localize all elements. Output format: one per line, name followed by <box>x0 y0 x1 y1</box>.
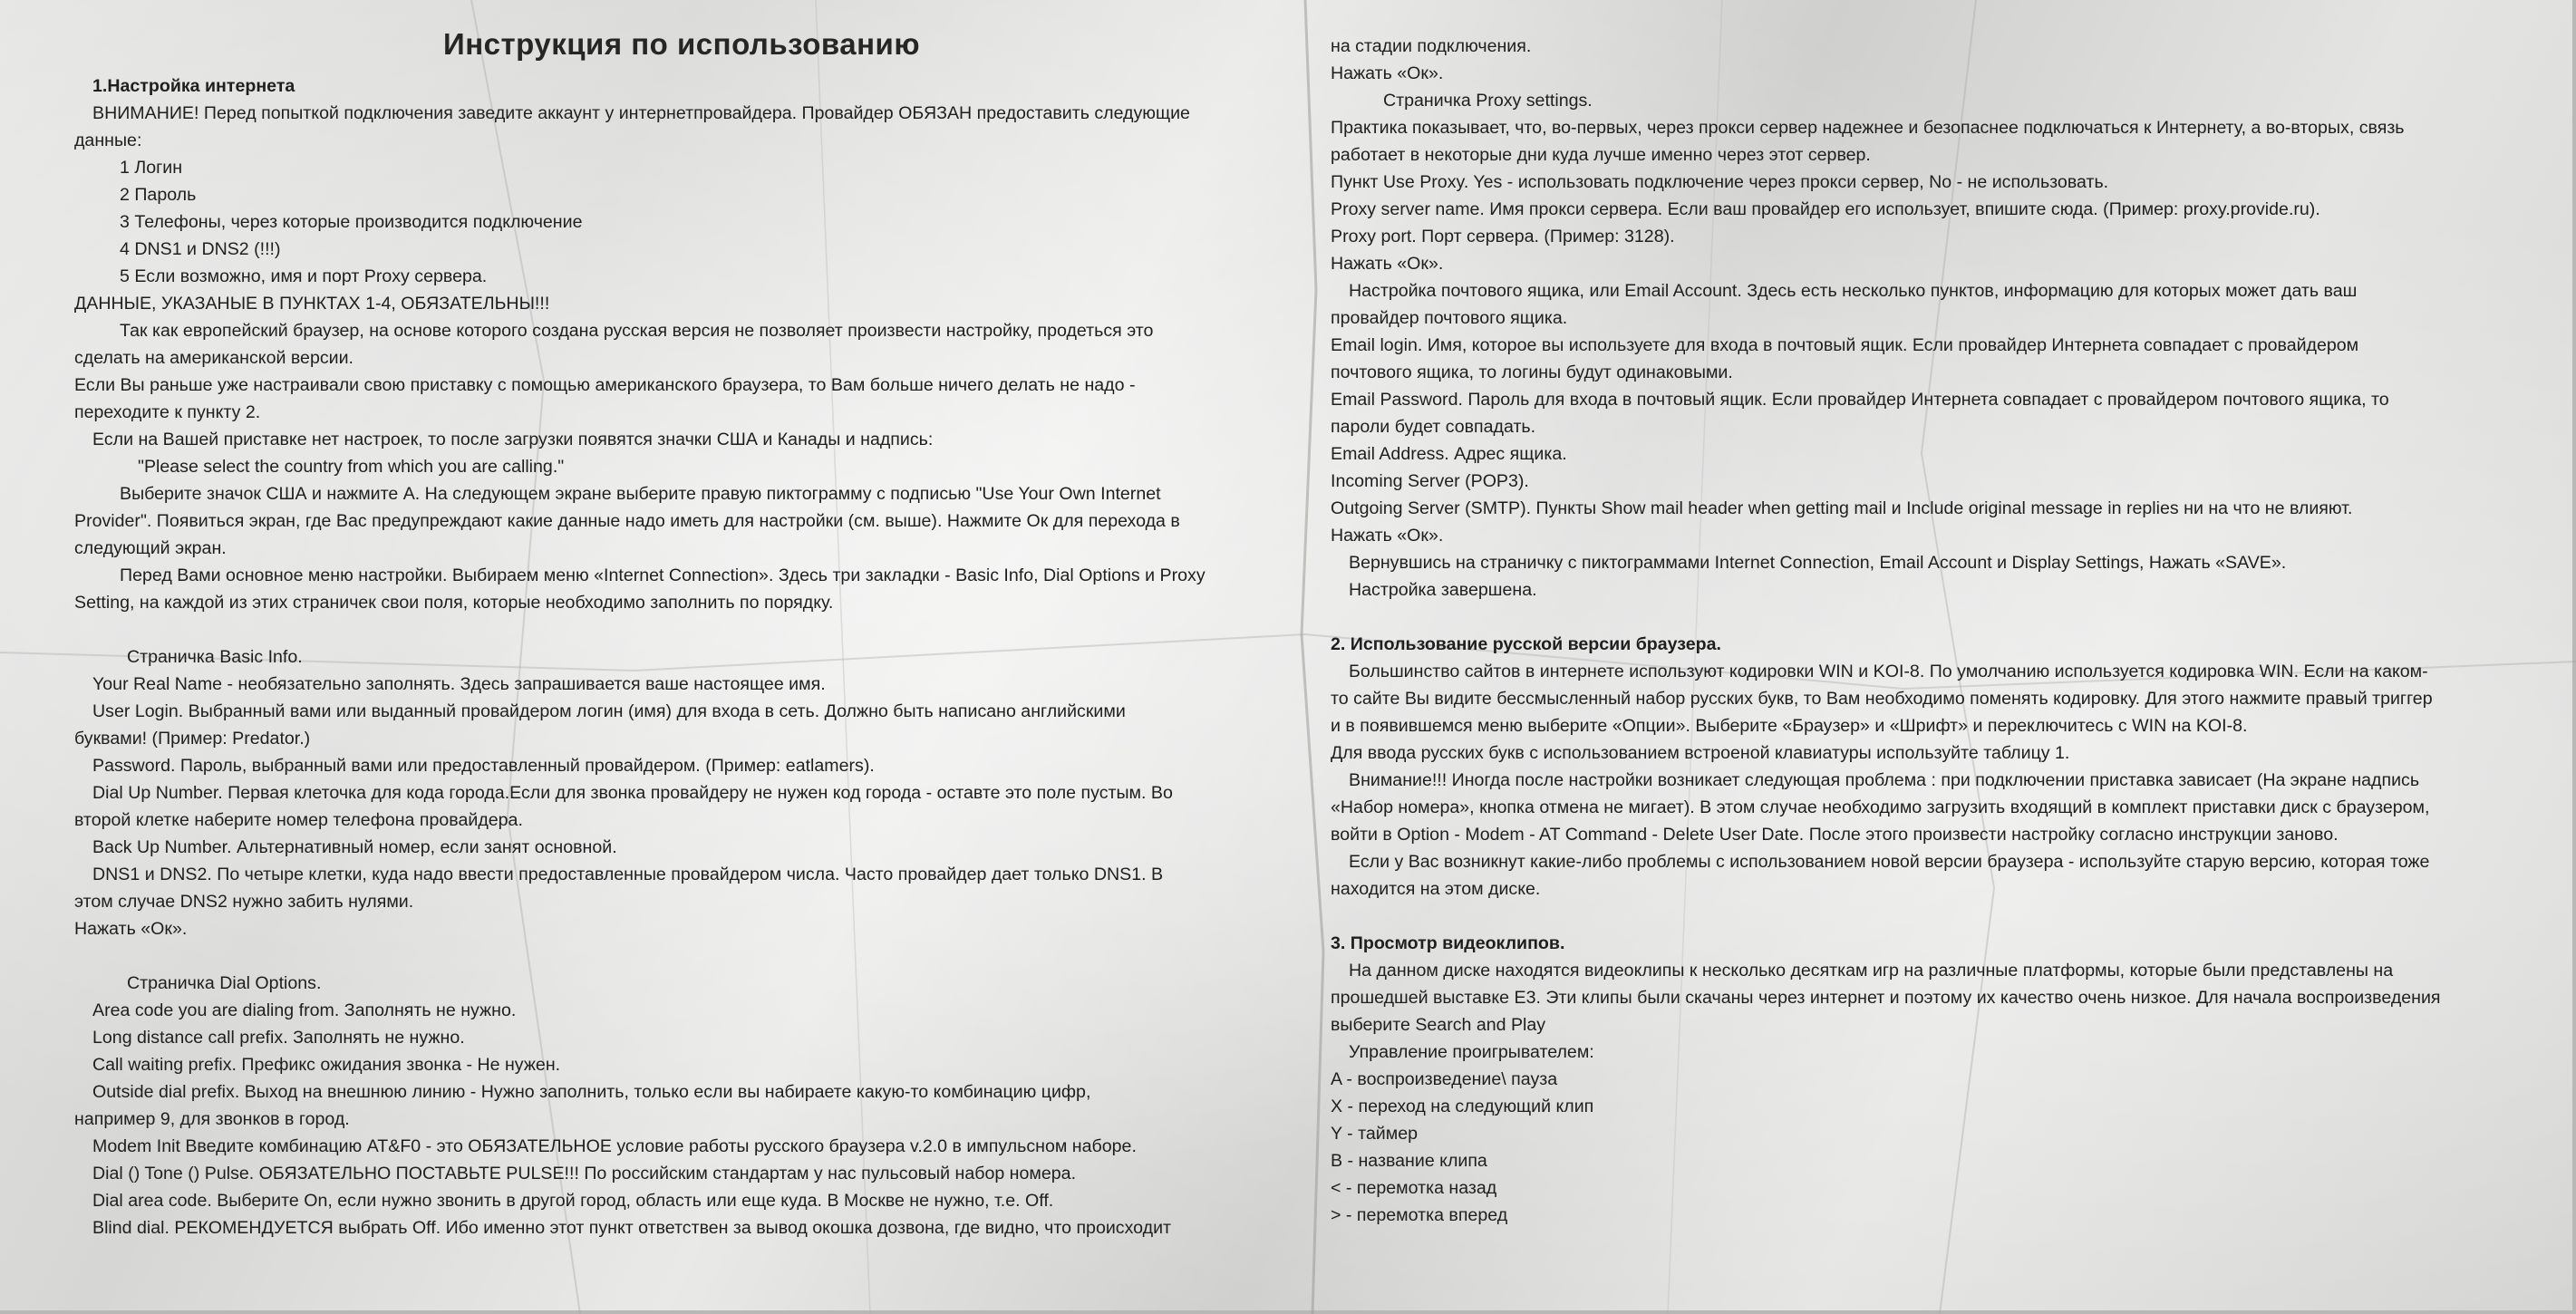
text-line: Управление проигрывателем: <box>1349 1042 1594 1062</box>
text-line: Страничка Basic Info. <box>127 647 303 667</box>
text-line: почтового ящика, то логины будут одинаковыми. <box>1331 362 1733 382</box>
text-line: выберите Search and Play <box>1331 1015 1546 1035</box>
text-line: пароли будет совпадать. <box>1331 417 1536 437</box>
text-line: буквами! (Пример: Predator.) <box>74 729 311 749</box>
text-line: Outgoing Server (SMTP). Пункты Show mail header when getting mail и Include original message in replies ни на что не влияют. <box>1331 498 2353 518</box>
text-line: Перед Вами основное меню настройки. Выбираем меню «Internet Connection». Здесь три закладки - Basic Info, Dial Options и Proxy <box>120 565 1206 585</box>
document-title: Инструкция по использованию <box>442 27 920 61</box>
text-line: 3 Телефоны, через которые производится подключение <box>120 212 583 232</box>
text-line: Long distance call prefix. Заполнять не нужно. <box>92 1028 465 1048</box>
text-line: ВНИМАНИЕ! Перед попыткой подключения заведите аккаунт у интернетпровайдера. Провайдер ОБЯЗАН предоставить следующие <box>92 103 1190 123</box>
text-line: A - воспроизведение\ пауза <box>1331 1069 1558 1089</box>
text-line: второй клетке наберите номер телефона провайдера. <box>74 810 523 830</box>
text-line: Password. Пароль, выбранный вами или предоставленный провайдером. (Пример: eatlamers). <box>92 756 875 776</box>
left-column <box>74 27 1289 1242</box>
text-line: Пункт Use Proxy. Yes - использовать подключение через прокси сервер, No - не использовать. <box>1331 172 2109 192</box>
text-line: Email Password. Пароль для входа в почтовый ящик. Если провайдер Интернета совпадает с провайдером почтового ящика, то <box>1331 390 2389 410</box>
text-line: прошедшей выставке E3. Эти клипы были скачаны через интернет и поэтому их качество очень низкое. Для начала воспроизведения <box>1331 988 2441 1008</box>
text-line: Нажать «Ок». <box>1331 526 1444 546</box>
text-line: Proxy server name. Имя прокси сервера. Если ваш провайдер его использует, впишите сюда. (Пример: proxy.provide.ru). <box>1331 199 2320 219</box>
text-line: и в появившемся меню выберите «Опции». Выберите «Браузер» и «Шрифт» и переключитесь с WIN на KOI-8. <box>1331 716 2248 736</box>
text-line: Provider". Появиться экран, где Вас предупреждают какие данные надо иметь для настройки (см. выше). Нажмите Ок для перехода в <box>74 511 1180 531</box>
text-line: Dial () Tone () Pulse. ОБЯЗАТЕЛЬНО ПОСТАВЬТЕ PULSE!!! По российским стандартам у нас пульсовый набор номера. <box>92 1164 1077 1184</box>
text-line: На данном диске находятся видеоклипы к несколько десяткам игр на различные платформы, которые были представлены на <box>1349 961 2394 981</box>
text-line: Back Up Number. Альтернативный номер, если занят основной. <box>92 837 617 857</box>
text-line: 4 DNS1 и DNS2 (!!!) <box>120 239 281 259</box>
text-line: > - перемотка вперед <box>1331 1205 1508 1225</box>
paragraph-gap <box>1331 903 2550 930</box>
text-line: B - название клипа <box>1331 1151 1487 1171</box>
text-line: Dial Up Number. Первая клеточка для кода города.Если для звонка провайдеру не нужен код города - оставте это поле пустым. Во <box>92 783 1173 803</box>
text-line: Для ввода русских букв с использованием встроеной клавиатуры используйте таблицу 1. <box>1331 743 2070 763</box>
text-line: Email login. Имя, которое вы используете для входа в почтовый ящик. Если провайдер Интернета совпадает с провайдером <box>1331 335 2359 355</box>
paragraph-gap <box>1331 604 2550 631</box>
text-line: Настройка завершена. <box>1349 580 1537 600</box>
text-line: Blind dial. РЕКОМЕНДУЕТСЯ выбрать Off. Ибо именно этот пункт ответствен за вывод окошка дозвона, где видно, что происходит <box>92 1218 1171 1238</box>
text-line: Большинство сайтов в интернете используют кодировки WIN и KOI-8. По умолчанию используется кодировка WIN. Если на каком- <box>1349 662 2428 681</box>
text-line: Y - таймер <box>1331 1124 1418 1144</box>
text-line: Email Address. Адрес ящика. <box>1331 444 1567 464</box>
paragraph-gap <box>74 942 1289 970</box>
text-line: Dial area code. Выберите On, если нужно звонить в другой город, область или еще куда. В Москве не нужно, т.е. Off. <box>92 1191 1054 1211</box>
text-line: Если у Вас возникнут какие-либо проблемы с использованием новой версии браузера - используйте старую версию, которая тоже <box>1349 852 2430 872</box>
text-line: на стадии подключения. <box>1331 36 1532 56</box>
text-line: 1 Логин <box>120 158 183 178</box>
text-line: User Login. Выбранный вами или выданный провайдером логин (имя) для входа в сеть. Должно быть написано английскими <box>92 701 1126 721</box>
text-line: Нажать «Ок». <box>1331 254 1444 274</box>
text-line: Your Real Name - необязательно заполнять. Здесь запрашивается ваше настоящее имя. <box>92 674 826 694</box>
text-line: 3. Просмотр видеоклипов. <box>1331 933 1565 953</box>
text-line: то сайте Вы видите бессмысленный набор русских букв, то Вам необходимо поменять кодировку. Для этого нажмите правый триггер <box>1331 689 2433 709</box>
paragraph-gap <box>74 616 1289 643</box>
text-line: Выберите значок США и нажмите A. На следующем экране выберите правую пиктограмму с подписью "Use Your Own Internet <box>120 484 1161 504</box>
text-line: 2 Пароль <box>120 185 197 205</box>
text-line: например 9, для звонков в город. <box>74 1109 350 1129</box>
text-line: Так как европейский браузер, на основе которого создана русская версия не позволяет произвести настройку, продеться это <box>120 321 1154 341</box>
right-text-block <box>1331 33 2550 1229</box>
text-line: 5 Если возможно, имя и порт Proxy сервера. <box>120 266 488 286</box>
text-line: Setting, на каждой из этих страничек свои поля, которые необходимо заполнить по порядку. <box>74 593 834 613</box>
text-line: Proxy port. Порт сервера. (Пример: 3128). <box>1331 227 1675 246</box>
text-line: Outside dial prefix. Выход на внешнюю линию - Нужно заполнить, только если вы набираете какую-то комбинацию цифр, <box>92 1082 1091 1102</box>
text-line: X - переход на следующий клип <box>1331 1097 1594 1116</box>
text-line: Modem Init Введите комбинацию AT&F0 - это ОБЯЗАТЕЛЬНОЕ условие работы русского браузера v.2.0 в импульсном наборе. <box>92 1136 1137 1156</box>
text-line: Area code you are dialing from. Заполнять не нужно. <box>92 1000 517 1020</box>
text-line: ДАННЫЕ, УКАЗАНЫЕ В ПУНКТАХ 1-4, ОБЯЗАТЕЛЬНЫ!!! <box>74 294 550 314</box>
text-line: этом случае DNS2 нужно забить нулями. <box>74 892 414 912</box>
text-line: 1.Настройка интернета <box>92 76 295 96</box>
text-line: следующий экран. <box>74 538 227 558</box>
text-line: Настройка почтового ящика, или Email Account. Здесь есть несколько пунктов, информацию для которых может дать ваш <box>1349 281 2358 301</box>
right-column <box>1331 33 2550 1229</box>
text-line: Нажать «Ок». <box>74 919 188 939</box>
text-line: Если Вы раньше уже настраивали свою приставку с помощью американского браузера, то Вам больше ничего делать не надо - <box>74 375 1136 395</box>
text-line: DNS1 и DNS2. По четыре клетки, куда надо ввести предоставленные провайдером числа. Часто провайдер дает только DNS1. В <box>92 865 1164 884</box>
text-line: Вернувшись на страничку с пиктограммами Internet Connection, Email Account и Display Settings, Нажать «SAVE». <box>1349 553 2287 573</box>
text-line: Практика показывает, что, во-первых, через прокси сервер надежнее и безопаснее подключаться к Интернету, а во-вторых, связь <box>1331 118 2405 138</box>
text-line: «Набор номера», кнопка отмена не мигает). В этом случае необходимо загрузить входящий в комплект приставки диск с браузером, <box>1331 797 2430 817</box>
text-line: Incoming Server (POP3). <box>1331 471 1529 491</box>
text-line: Страничка Dial Options. <box>127 973 322 993</box>
text-line: Внимание!!! Иногда после настройки возникает следующая проблема : при подключении приставка зависает (На экране надпись <box>1349 770 2420 790</box>
text-line: "Please select the country from which you are calling." <box>138 457 565 477</box>
text-line: данные: <box>74 130 142 150</box>
text-line: Call waiting prefix. Префикс ожидания звонка - Не нужен. <box>92 1055 561 1075</box>
text-line: < - перемотка назад <box>1331 1178 1497 1198</box>
text-line: Нажать «Ок». <box>1331 63 1444 83</box>
text-line: провайдер почтового ящика. <box>1331 308 1568 328</box>
text-line: 2. Использование русской версии браузера. <box>1331 634 1721 654</box>
text-line: войти в Option - Modem - AT Command - Delete User Date. После этого произвести настройку согласно инструкции заново. <box>1331 825 2339 845</box>
text-line: Страничка Proxy settings. <box>1383 91 1593 111</box>
text-line: Если на Вашей приставке нет настроек, то после загрузки появятся значки США и Канады и надпись: <box>92 430 934 449</box>
text-line: переходите к пункту 2. <box>74 402 261 422</box>
text-line: сделать на американской версии. <box>74 348 353 368</box>
text-line: находится на этом диске. <box>1331 879 1541 899</box>
left-text-block <box>74 72 1289 1242</box>
text-line: работает в некоторые дни куда лучше именно через этот сервер. <box>1331 145 1871 165</box>
